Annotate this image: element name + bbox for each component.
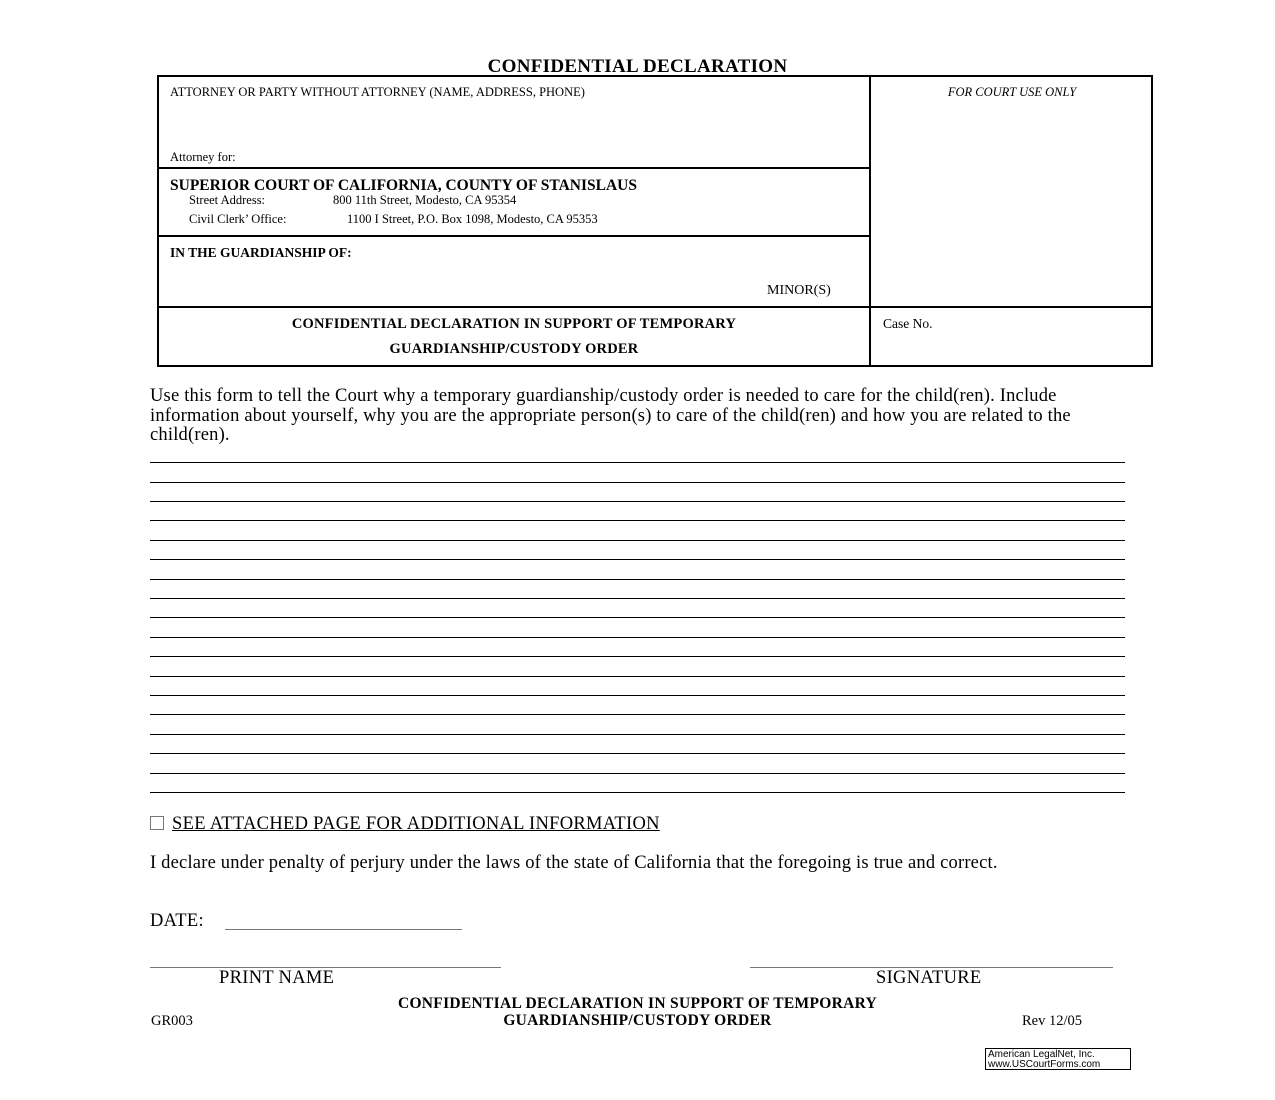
attached-page-label: SEE ATTACHED PAGE FOR ADDITIONAL INFORMATION	[172, 814, 660, 834]
writing-line	[150, 656, 1125, 657]
caption-divider-court	[157, 167, 870, 169]
writing-line	[150, 792, 1125, 793]
writing-line	[150, 559, 1125, 560]
writing-line	[150, 579, 1125, 580]
case-no-label: Case No.	[883, 316, 933, 331]
clerk-office-label: Civil Clerk’ Office:	[189, 212, 287, 226]
caption-form-title-line2: GUARDIANSHIP/CUSTODY ORDER	[389, 341, 639, 357]
declaration-text-area[interactable]	[150, 448, 1125, 794]
print-name-label: PRINT NAME	[219, 968, 335, 988]
street-address-label: Street Address:	[189, 193, 266, 207]
attached-page-option[interactable]	[150, 814, 660, 835]
writing-line	[150, 773, 1125, 774]
publisher-url: www.USCourtForms.com	[988, 1059, 1101, 1070]
page-title: CONFIDENTIAL DECLARATION	[487, 56, 788, 77]
perjury-declaration: I declare under penalty of perjury under the laws of the state of California that the foregoing is true and correct.	[150, 853, 998, 873]
writing-line	[150, 598, 1125, 599]
writing-line	[150, 714, 1125, 715]
revision-date: Rev 12/05	[1022, 1013, 1083, 1029]
footer-title-line1: CONFIDENTIAL DECLARATION IN SUPPORT OF TEMPORARY	[397, 995, 878, 1012]
guardianship-label: IN THE GUARDIANSHIP OF:	[170, 245, 352, 260]
minor-name-input[interactable]	[168, 262, 758, 300]
writing-line	[150, 695, 1125, 696]
court-use-label: FOR COURT USE ONLY	[947, 85, 1077, 99]
instructions-text: Use this form to tell the Court why a temporary guardianship/custody order is needed to care for the child(ren). Include information about yourself, why you are the appropriate person(s) to care of the child(ren) and how you are related to the child(ren).	[150, 386, 1071, 445]
street-address-value: 800 11th Street, Modesto, CA 95354	[333, 193, 517, 207]
attorney-input[interactable]	[168, 102, 858, 148]
caption-divider-guardianship	[157, 235, 870, 237]
writing-line	[150, 676, 1125, 677]
writing-line	[150, 482, 1125, 483]
writing-line	[150, 637, 1125, 638]
publisher-name: American LegalNet, Inc.	[988, 1049, 1095, 1060]
minors-label: MINOR(S)	[767, 283, 831, 298]
writing-line	[150, 753, 1125, 754]
clerk-office-value: 1100 I Street, P.O. Box 1098, Modesto, CA 95353	[347, 212, 598, 226]
attorney-label: ATTORNEY OR PARTY WITHOUT ATTORNEY (NAME, ADDRESS, PHONE)	[170, 85, 585, 99]
caption-divider-title	[157, 306, 1153, 308]
publisher-logo	[985, 1048, 1131, 1070]
writing-line	[150, 462, 1125, 463]
caption-form-title-line1: CONFIDENTIAL DECLARATION IN SUPPORT OF TEMPORARY	[291, 316, 737, 332]
writing-line	[150, 734, 1125, 735]
signature-label: SIGNATURE	[876, 968, 982, 988]
writing-line	[150, 617, 1125, 618]
attorney-for-label: Attorney for:	[170, 150, 236, 164]
case-no-input[interactable]	[940, 312, 1145, 362]
form-number: GR003	[151, 1013, 193, 1029]
caption-divider-vertical	[869, 75, 871, 367]
date-label: DATE:	[150, 911, 204, 931]
writing-line	[150, 501, 1125, 502]
date-field[interactable]	[225, 929, 462, 930]
writing-line	[150, 520, 1125, 521]
footer-title-line2: GUARDIANSHIP/CUSTODY ORDER	[503, 1012, 772, 1029]
writing-line	[150, 540, 1125, 541]
court-name: SUPERIOR COURT OF CALIFORNIA, COUNTY OF STANISLAUS	[170, 177, 637, 194]
attached-page-checkbox[interactable]	[150, 816, 164, 830]
